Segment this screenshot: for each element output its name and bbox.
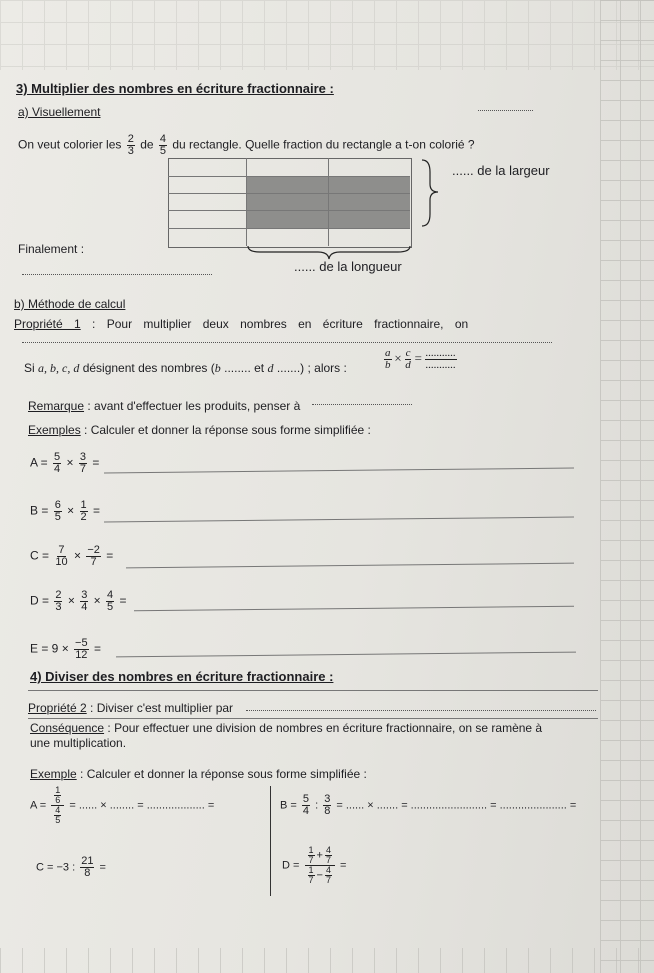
si-d: d	[267, 361, 274, 375]
answer-dots	[246, 710, 596, 711]
fraction-numerator: −5	[75, 637, 88, 649]
fraction-two-thirds	[127, 134, 135, 157]
propriete1-label: Propriété 1	[14, 317, 81, 331]
example-b	[30, 500, 100, 523]
example-4d	[282, 846, 346, 885]
answer-dots	[312, 404, 412, 405]
fraction-denominator: 5	[55, 815, 61, 825]
si-vars: a, b, c, d	[38, 361, 80, 375]
grid-paper-right	[600, 0, 654, 973]
si-text: Si	[24, 361, 35, 375]
example-name: B =	[30, 503, 49, 518]
operator: −	[316, 869, 323, 882]
example-e	[30, 638, 101, 661]
question-text-post: du rectangle. Quelle fraction du rectangle a t-on colorié ?	[172, 137, 475, 152]
example-name: C =	[30, 548, 50, 563]
grid-line	[168, 176, 410, 177]
fraction-denominator: 6	[55, 795, 61, 805]
section4-title: 4) Diviser des nombres en écriture fractionnaire :	[30, 669, 334, 684]
answer-line	[104, 468, 574, 474]
consequence-text: : Pour effectuer une division de nombres en écriture fractionnaire, on se ramène à	[107, 721, 543, 735]
example-4c	[36, 856, 106, 879]
remarque-line	[28, 400, 300, 413]
fraction-numerator: 4	[55, 805, 61, 815]
complex-numerator	[305, 846, 335, 866]
separator-line	[28, 718, 598, 719]
fraction-numerator: 1	[55, 785, 61, 795]
fraction-numerator: 3	[79, 451, 86, 463]
fraction-denominator: 7	[308, 875, 314, 885]
example-a	[30, 452, 99, 475]
fraction-denominator: 10	[55, 556, 68, 568]
example-name: E = 9 ×	[30, 641, 69, 656]
formula: $\frac{a}{b}$ × $\frac{c}{d}$ = $\frac{...........}{...........}$	[385, 347, 456, 371]
fraction-numerator: 4	[325, 845, 331, 855]
exemples-line	[28, 424, 371, 437]
propriete1-line	[14, 318, 468, 331]
si-line	[24, 362, 347, 375]
remarque-label: Remarque	[28, 399, 85, 413]
propriete1-text: : Pour multiplier deux nombres en écriture fractionnaire, on	[92, 317, 469, 331]
example-c	[30, 545, 113, 568]
example-d	[30, 590, 127, 613]
grid-line	[246, 158, 247, 246]
fraction-denominator: 7	[325, 875, 331, 885]
fraction-denominator: ...........	[425, 359, 456, 371]
fraction	[80, 856, 94, 879]
consequence-line-2: une multiplication.	[30, 736, 127, 750]
exemple-line	[30, 768, 367, 781]
fraction-numerator: 7	[58, 544, 65, 556]
fraction-numerator: a	[385, 347, 391, 359]
equals: =	[92, 455, 100, 470]
answer-line	[134, 606, 574, 612]
fraction	[325, 866, 332, 885]
fraction	[54, 590, 62, 613]
part-b-title: b) Méthode de calcul	[14, 297, 126, 311]
propriete2-text: : Diviser c'est multiplier par	[90, 701, 234, 715]
fraction	[54, 500, 62, 523]
fraction-denominator: 12	[75, 649, 88, 661]
equals: =	[99, 861, 106, 874]
fraction	[53, 452, 61, 475]
fraction-numerator: ...........	[425, 347, 456, 359]
si-et: ........ et	[224, 361, 265, 375]
si-end: .......) ; alors :	[276, 361, 347, 375]
fraction	[106, 590, 114, 613]
example-4b	[280, 794, 576, 817]
fraction-numerator: 1	[80, 499, 87, 511]
grid-line	[168, 210, 410, 211]
example-name: D =	[282, 859, 300, 872]
separator-line	[28, 690, 598, 691]
operator: ×	[93, 593, 101, 608]
propriete2-label: Propriété 2	[28, 701, 87, 715]
equals: =	[340, 859, 347, 872]
grid-line	[328, 158, 329, 246]
fraction-numerator: 4	[107, 589, 114, 601]
finalement-label: Finalement :	[18, 242, 85, 256]
fraction	[74, 638, 89, 661]
exemple-text: : Calculer et donner la réponse sous forme simplifiée :	[80, 767, 367, 781]
propriete2-line	[28, 702, 233, 715]
fraction-denominator: 7	[325, 855, 331, 865]
fraction	[79, 452, 87, 475]
fraction-numerator: 2	[55, 589, 62, 601]
complex-denominator	[305, 866, 335, 885]
fraction-denominator: 7	[90, 556, 97, 568]
example-name: C = −3 :	[36, 861, 76, 874]
answer-dots	[22, 274, 212, 275]
part-a-title: a) Visuellement	[18, 105, 101, 119]
fraction-denominator: d	[405, 359, 411, 371]
grid-paper-bottom	[0, 948, 654, 973]
fraction	[54, 545, 68, 568]
example-4a	[30, 786, 214, 825]
answer-line	[126, 563, 574, 569]
fraction-denominator: 8	[84, 867, 91, 879]
answer-dots	[478, 110, 533, 111]
consequence-label: Conséquence	[30, 721, 105, 735]
grid-line	[168, 193, 410, 194]
complex-denominator	[51, 806, 64, 825]
fraction-denominator: 7	[79, 463, 86, 475]
fraction	[54, 806, 61, 825]
si-b: b	[214, 361, 221, 375]
fraction	[323, 794, 331, 817]
fraction	[86, 545, 101, 568]
grid-paper-top	[0, 0, 654, 70]
fraction-denominator: 8	[324, 805, 331, 817]
question-text-pre: On veut colorier les	[18, 137, 122, 152]
fraction-result-blank	[425, 348, 457, 371]
example-name: B =	[280, 799, 297, 812]
fraction	[308, 846, 315, 865]
example-name: A =	[30, 799, 47, 812]
exemple-label: Exemple	[30, 767, 77, 781]
fraction	[302, 794, 310, 817]
fraction-numerator: 6	[54, 499, 61, 511]
fraction-numerator: 4	[159, 133, 167, 145]
fraction-numerator: −2	[87, 544, 100, 556]
fraction-numerator: 2	[127, 133, 134, 145]
equals: =	[119, 593, 127, 608]
fraction-denominator: 5	[54, 511, 61, 523]
operator: +	[316, 849, 323, 862]
brace-right	[420, 158, 450, 228]
si-text-2: désignent des nombres (	[82, 361, 215, 375]
fraction-denominator: b	[385, 359, 391, 371]
section3-title: 3) Multiplier des nombres en écriture fractionnaire :	[16, 81, 334, 96]
fraction-numerator: 3	[81, 589, 88, 601]
operator: ×	[67, 593, 75, 608]
fraction	[308, 866, 315, 885]
fraction	[54, 786, 61, 805]
fraction-denominator: 5	[107, 601, 114, 613]
equals: =	[93, 503, 101, 518]
operator: :	[315, 799, 319, 812]
fraction-denominator: 3	[55, 601, 62, 613]
fraction-denominator: 4	[54, 463, 61, 475]
answer-dots	[22, 342, 552, 343]
fraction-numerator: 21	[81, 855, 94, 867]
question-line	[18, 134, 475, 157]
column-divider	[270, 786, 271, 896]
fraction-numerator: 4	[325, 865, 331, 875]
fraction-numerator: 1	[308, 865, 314, 875]
operator: ×	[67, 503, 75, 518]
fraction	[80, 500, 88, 523]
example-name: A =	[30, 455, 48, 470]
consequence-line	[30, 722, 542, 735]
answer-line	[104, 517, 574, 523]
exemples-text: : Calculer et donner la réponse sous forme simplifiée :	[84, 423, 371, 437]
example-name: D =	[30, 593, 50, 608]
equals: =	[106, 548, 114, 563]
fraction-four-fifths	[159, 134, 167, 157]
operator: ×	[66, 455, 74, 470]
fraction-denominator: 3	[127, 145, 134, 157]
fraction-numerator: c	[405, 347, 411, 359]
answer-line	[116, 652, 576, 658]
fraction-numerator: 1	[308, 845, 314, 855]
fraction-c-d	[404, 348, 412, 371]
fraction-denominator: 7	[308, 855, 314, 865]
fraction-numerator: 5	[54, 451, 61, 463]
complex-numerator	[51, 786, 64, 806]
complex-fraction	[51, 786, 64, 825]
exemples-label: Exemples	[28, 423, 81, 437]
fraction-denominator: 4	[81, 601, 88, 613]
answer-blanks: = ...... × ........ = ................... =	[69, 799, 215, 812]
fraction	[80, 590, 88, 613]
fraction-denominator: 4	[302, 805, 310, 817]
grid-line	[168, 228, 410, 229]
operator: ×	[73, 548, 81, 563]
fraction-denominator: 2	[80, 511, 87, 523]
longueur-label: ...... de la longueur	[294, 259, 402, 274]
fraction-numerator: 3	[324, 793, 331, 805]
largeur-label: ...... de la largeur	[452, 163, 550, 178]
equals: =	[93, 641, 101, 656]
remarque-text: : avant d'effectuer les produits, penser à	[87, 399, 301, 413]
answer-blanks: = ...... × ....... = ......................... = ...................... =	[336, 799, 577, 812]
fraction-denominator: 5	[159, 145, 167, 157]
fraction-numerator: 5	[302, 793, 310, 805]
fraction-a-b	[384, 348, 392, 371]
question-text-de: de	[140, 137, 154, 152]
complex-fraction	[305, 846, 335, 885]
fraction	[325, 846, 332, 865]
